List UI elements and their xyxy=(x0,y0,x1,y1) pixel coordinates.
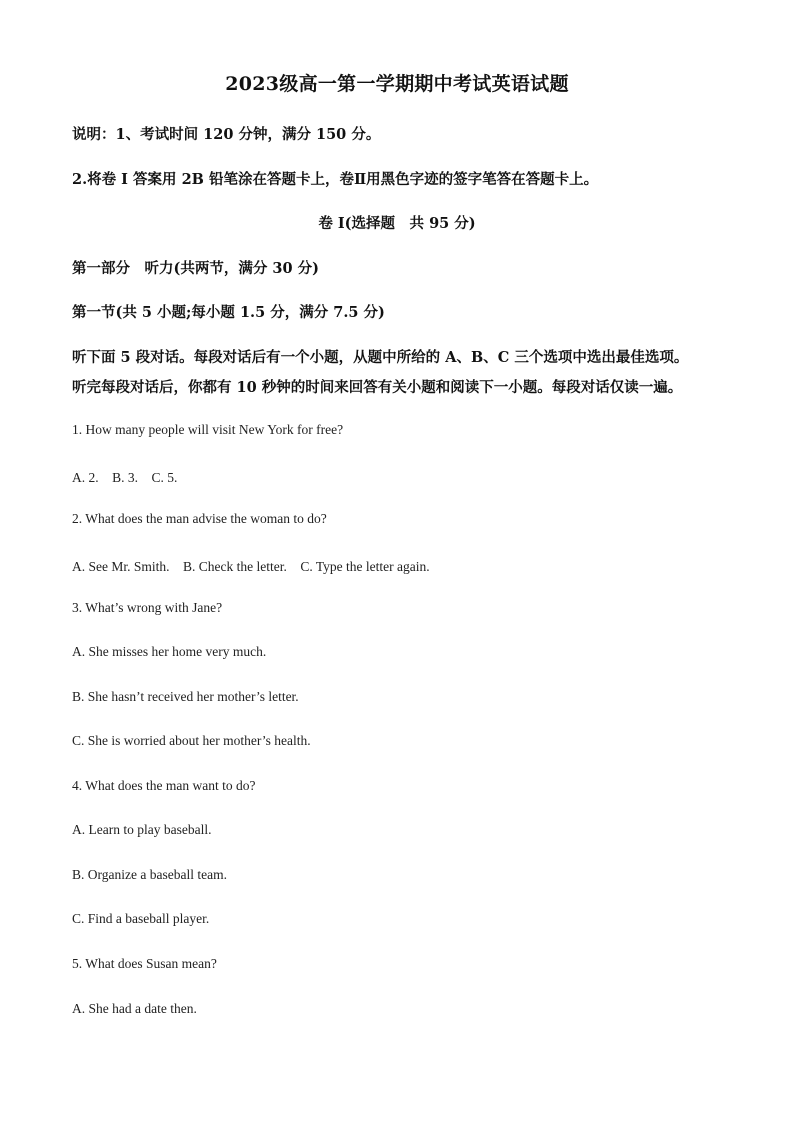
question-1-options: A. 2. B. 3. C. 5. xyxy=(72,470,178,485)
exam-title: 2023级高一第一学期期中考试英语试题 xyxy=(225,73,569,95)
question-4-option-a: A. Learn to play baseball. xyxy=(72,822,212,837)
question-3-option-c: C. She is worried about her mother’s health. xyxy=(72,733,311,748)
question-5-option-a: A. She had a date then. xyxy=(72,1001,197,1016)
question-4-option-b: B. Organize a baseball team. xyxy=(72,867,227,882)
question-2-stem: 2. What does the man advise the woman to do? xyxy=(72,511,327,526)
part-heading: 第一部分 听力(共两节，满分 30 分) xyxy=(72,260,319,277)
question-4-stem: 4. What does the man want to do? xyxy=(72,778,256,793)
instruction-line-2: 2.将卷 I 答案用 2B 铅笔涂在答题卡上，卷Ⅱ用黑色字迹的签字笔答在答题卡上。 xyxy=(72,171,599,188)
section-heading: 第一节(共 5 小题;每小题 1.5 分，满分 7.5 分) xyxy=(72,304,385,321)
instruction-line-1: 说明：1、考试时间 120 分钟，满分 150 分。 xyxy=(72,126,381,143)
directions-line-2: 听完每段对话后，你都有 10 秒钟的时间来回答有关小题和阅读下一小题。每段对话仅读一遍。 xyxy=(72,379,683,396)
question-3-stem: 3. What’s wrong with Jane? xyxy=(72,600,223,615)
question-4-option-c: C. Find a baseball player. xyxy=(72,911,210,926)
question-3-option-a: A. She misses her home very much. xyxy=(72,644,267,659)
question-1-stem: 1. How many people will visit New York for free? xyxy=(72,422,344,437)
directions-line-1: 听下面 5 段对话。每段对话后有一个小题，从题中所给的 A、B、C 三个选项中选出最佳选项。 xyxy=(72,349,689,366)
question-2-options: A. See Mr. Smith. B. Check the letter. C. Type the letter again. xyxy=(72,559,430,574)
volume-heading: 卷 I(选择题 共 95 分) xyxy=(318,215,476,232)
question-3-option-b: B. She hasn’t received her mother’s letter. xyxy=(72,689,299,704)
question-5-stem: 5. What does Susan mean? xyxy=(72,956,217,971)
